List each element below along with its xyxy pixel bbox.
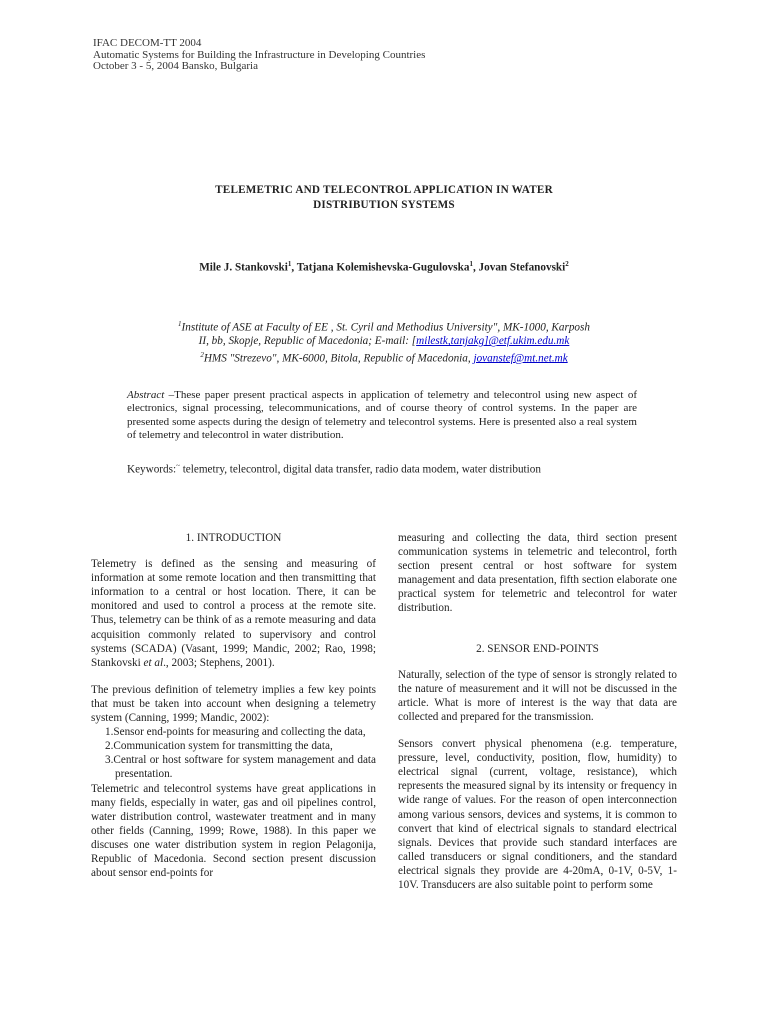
affiliation-1-address: II, bb, Skopje, Republic of Macedonia; E-mail: [ bbox=[198, 335, 417, 348]
abstract bbox=[127, 389, 637, 443]
affiliation-line-3 bbox=[0, 349, 768, 366]
keywords-label: Keywords: bbox=[127, 463, 177, 476]
author-list: Mile J. Stankovski$^1$, Tatjana Kolemishevska-Gugulovska$^1$, Jovan Stefanovski$^2$ bbox=[199, 260, 569, 274]
keywords-sup: ~ bbox=[176, 462, 180, 470]
author-1-sup: 1 bbox=[287, 260, 292, 268]
section-heading-introduction: 1. INTRODUCTION bbox=[185, 532, 282, 544]
keywords bbox=[127, 459, 647, 477]
right-column bbox=[398, 531, 677, 892]
keywords-text: telemetry, telecontrol, digital data transfer, radio data modem, water distribution bbox=[179, 463, 541, 476]
affiliation-2-text: HMS "Strezevo", MK-6000, Bitola, Republic of Macedonia, bbox=[203, 352, 474, 365]
sensor-paragraph-1: Naturally, selection of the type of sensor is strongly related to the nature of measurement and it will not be discussed in the article. What is more of interest is the way that data are collected and prepared for the transmission. bbox=[398, 668, 677, 723]
abstract-label: Abstract bbox=[127, 389, 165, 401]
conference-subtitle: Automatic Systems for Building the Infrastructure in Developing Countries bbox=[93, 48, 426, 61]
affiliation-line-2 bbox=[0, 335, 768, 349]
affiliation-2-sup: 2 bbox=[200, 350, 204, 359]
affiliation-line-1 bbox=[0, 318, 768, 335]
requirements-list bbox=[91, 725, 376, 781]
conference-date: October 3 - 5, 2004 Bansko, Bulgaria bbox=[93, 60, 258, 72]
conference-header bbox=[93, 38, 425, 73]
section-heading-sensor-end-points: 2. SENSOR END-POINTS bbox=[476, 642, 599, 655]
title-line-2: DISTRIBUTION SYSTEMS bbox=[313, 199, 455, 211]
author-3-sup: 2 bbox=[565, 260, 569, 268]
author-2: Tatjana Kolemishevska-Gugulovska bbox=[296, 261, 470, 274]
affiliation-1-text: Institute of ASE at Faculty of EE , St. Cyril and Methodius University", MK-1000, Karposh bbox=[181, 321, 590, 334]
email-link-2[interactable]: jovanstef@mt.net.mk bbox=[473, 352, 568, 365]
sensor-paragraph-2: Sensors convert physical phenomena (e.g. temperature, pressure, level, conductivity, position, flow, humidity) to electrical signal (current, voltage, resistance), which represents the measured signal by its intensity or frequency in wide range of values. For the reason of open interconnection among various sensors, devices and systems, it is common to convert that kind of electrical signals to standard electrical signals. Devices that provide such standard interfaces are called transducers or signal conditioners, and the standard electrical signals they provide are 4-20mA, 0-1V, 0-5V, 1-10V. Transducers are also suitable point to perform some bbox=[398, 738, 677, 891]
author-3: Jovan Stefanovski bbox=[478, 261, 566, 274]
affiliation-1-sup: 1 bbox=[178, 320, 182, 328]
intro-p1-etal: et al bbox=[143, 656, 164, 669]
intro-p1-text: Telemetry is defined as the sensing and measuring of information at some remote location and then transmitting that information to a central or host location. There, it can be monitored and used to control a process at the remote site. Thus, telemetry can be think of as a remote measuring and data acquisition commonly related to supervisory and control systems (SCADA) (Vasant, 1999; Mandic, 2002; Rao, 1998; Stankovski bbox=[91, 558, 376, 669]
title-line-1: TELEMETRIC AND TELECONTROL APPLICATION IN WATER bbox=[215, 184, 553, 196]
conference-name: IFAC DECOM-TT 2004 bbox=[93, 37, 202, 49]
intro-p1-text-end: ., 2003; Stephens, 2001). bbox=[163, 656, 275, 669]
author-2-sup: 1 bbox=[469, 260, 473, 268]
list-item: 1.Sensor end-points for measuring and collecting the data, bbox=[105, 726, 366, 739]
author-1: Mile J. Stankovski bbox=[199, 261, 288, 274]
intro-paragraph-2: The previous definition of telemetry implies a few key points that must be taken into account when designing a telemetry system (Canning, 1999; Mandic, 2002): bbox=[91, 683, 376, 725]
paper-title bbox=[0, 183, 768, 213]
list-item: 2.Communication system for transmitting the data, bbox=[105, 740, 333, 753]
intro-paragraph-continued: measuring and collecting the data, third section present communication systems in telemetric and telecontrol, forth section present central or host software for system management and data presentation, fifth section elaborate one practical system for telemetric and telecontrol for water distribution. bbox=[398, 532, 677, 615]
email-link-1[interactable]: milestk,tanjakg]@etf.ukim.edu.mk bbox=[416, 335, 570, 348]
abstract-text: –These paper present practical aspects in application of telemetry and telecontrol using new aspect of electronics, signal processing, telecommunications, and of course theory of control systems. In the paper are presented some aspects during the design of telemetry and telecontrol systems. Here is presented also a real system of telemetry and telecontrol in water distribution. bbox=[127, 389, 637, 442]
left-column bbox=[91, 531, 376, 880]
intro-paragraph-1 bbox=[91, 557, 376, 670]
affiliations bbox=[0, 318, 768, 366]
intro-paragraph-3: Telemetric and telecontrol systems have great applications in many fields, especially in water, gas and oil pipelines control, water distribution control, wastewater treatment and in many other fields (Canning, 1999; Rowe, 1988). In this paper we discuses one water distribution system in region Pelagonija, Republic of Macedonia. Second section present discussion about sensor end-points for bbox=[91, 782, 376, 880]
list-item: 3.Central or host software for system management and data presentation. bbox=[105, 754, 376, 781]
